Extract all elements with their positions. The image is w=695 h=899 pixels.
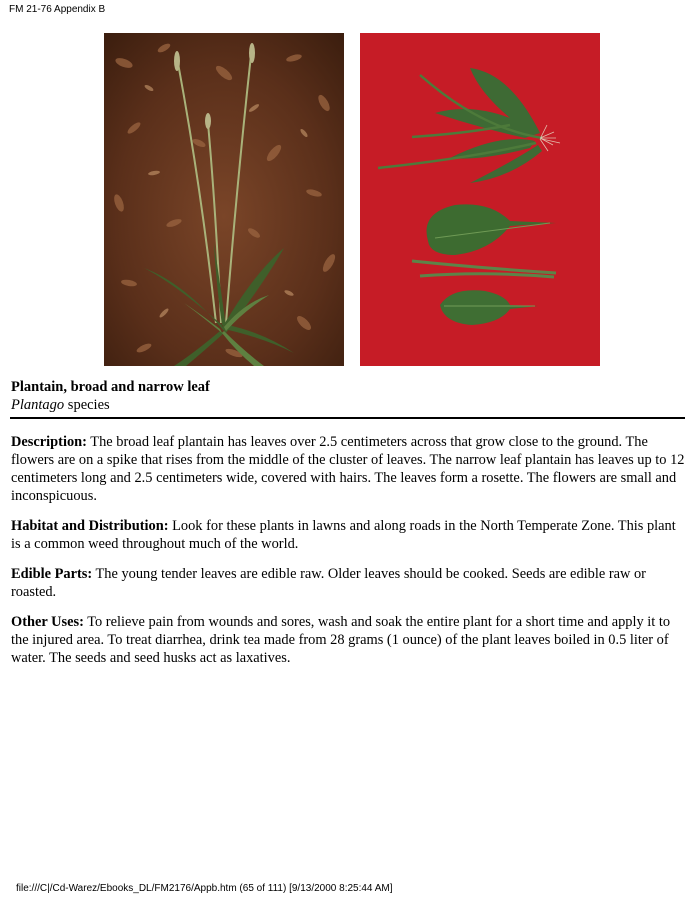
edible-parts-text: The young tender leaves are edible raw. Older leaves should be cooked. Seeds are edible raw or roasted.: [11, 566, 646, 600]
plant-genus-suffix: species: [64, 397, 110, 413]
plant-genus: Plantago: [11, 397, 65, 413]
page-footer: file:///C|/Cd-Warez/Ebooks_DL/FM2176/Appb.htm (65 of 111) [9/13/2000 8:25:44 AM]: [16, 883, 393, 894]
other-uses-paragraph: [11, 613, 686, 667]
description-paragraph: [11, 433, 686, 505]
plant-description-body: [11, 433, 686, 679]
edible-parts-heading: Edible Parts:: [11, 566, 93, 582]
section-divider: [10, 417, 685, 419]
habitat-text: Look for these plants in lawns and along roads in the North Temperate Zone. This plant is a common weed throughout much of the world.: [11, 518, 676, 552]
edible-parts-paragraph: [11, 565, 686, 601]
habitat-heading: Habitat and Distribution:: [11, 518, 169, 534]
description-text: The broad leaf plantain has leaves over 2.5 centimeters across that grow close to the ground. The flowers are on a spike that rises from the middle of the cluster of leaves. The narrow leaf plantain has leaves up to 12 centimeters long and 2.5 centimeters wide, covered with hairs. The leaves form a rosette. The flowers are small and inconspicuous.: [11, 434, 685, 504]
other-uses-text: To relieve pain from wounds and sores, wash and soak the entire plant for a short time and apply it to the injured area. To treat diarrhea, drink tea made from 28 grams (1 ounce) of the plant leaves boiled in 0.5 liter of water. The seeds and seed husks act as laxatives.: [11, 614, 671, 666]
description-heading: Description:: [11, 434, 87, 450]
other-uses-heading: Other Uses:: [11, 614, 84, 630]
plantain-field-photo: [104, 33, 344, 366]
plantain-specimens-photo: [360, 33, 600, 366]
plant-title-block: [11, 378, 210, 414]
plant-common-name: Plantain, broad and narrow leaf: [11, 379, 210, 395]
habitat-paragraph: [11, 517, 686, 553]
page-header: FM 21-76 Appendix B: [9, 4, 106, 15]
plant-scientific-name: [11, 396, 210, 414]
